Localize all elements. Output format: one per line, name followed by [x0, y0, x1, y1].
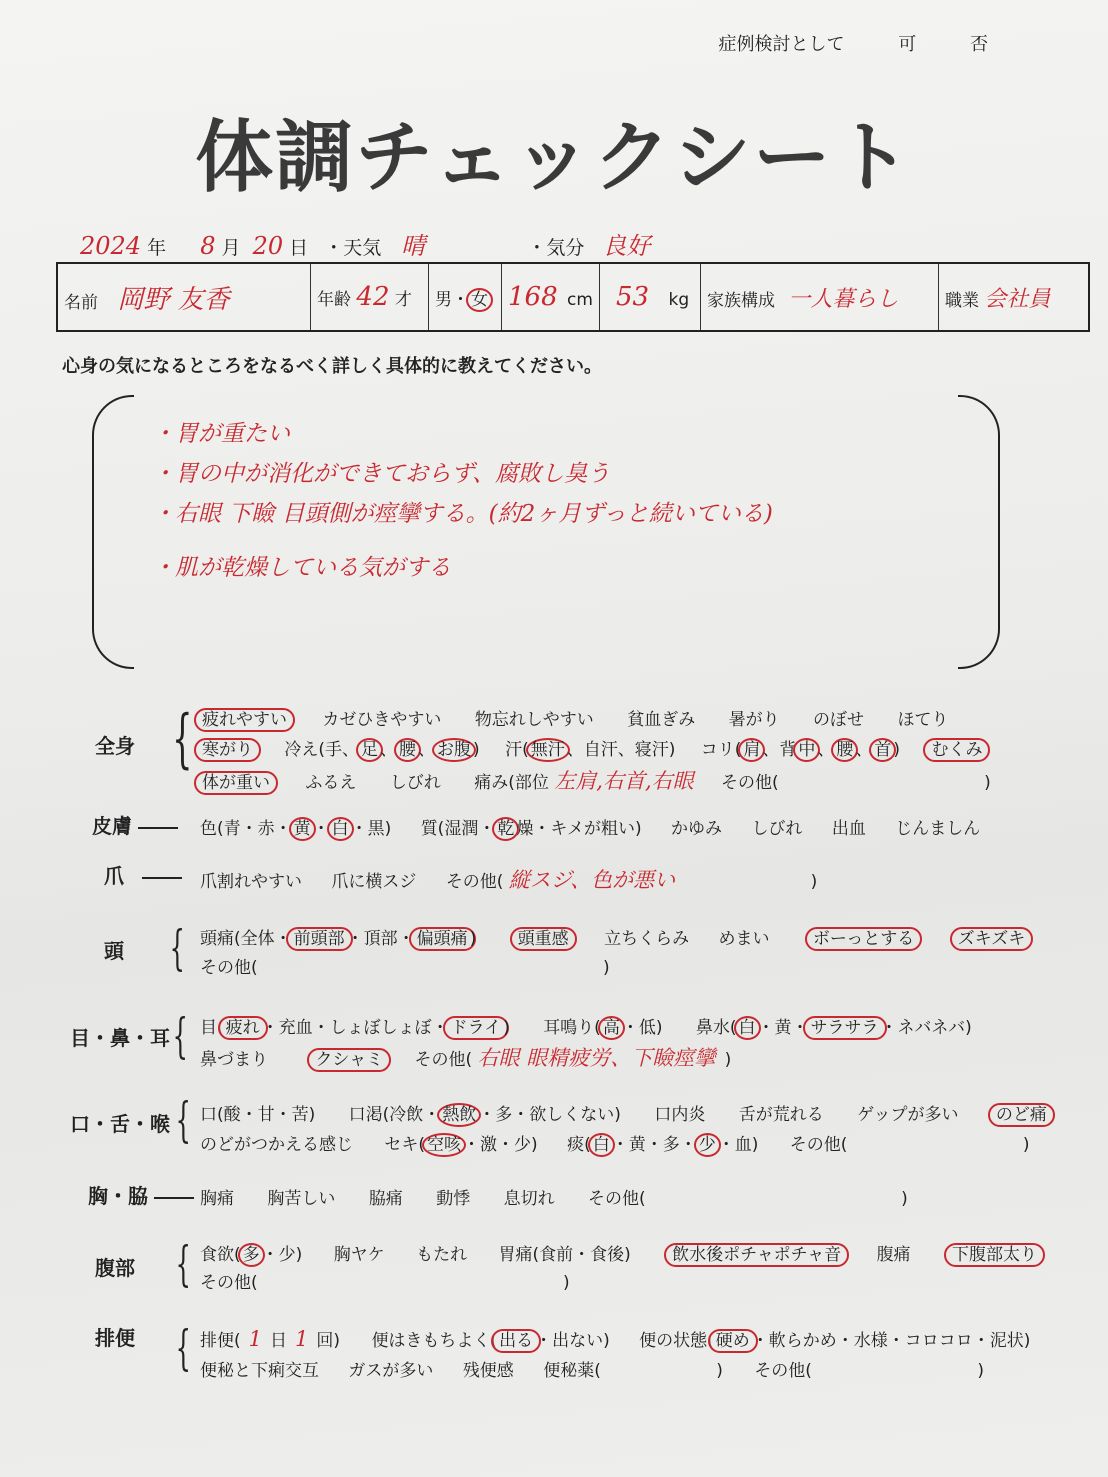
zenshin-line-2 — [200, 735, 984, 760]
age-unit: 才 — [394, 290, 412, 310]
symptom-option[interactable]: のど痛 — [988, 1103, 1055, 1127]
date-line — [80, 226, 650, 261]
text: ) — [469, 929, 477, 949]
brace: { — [169, 920, 185, 976]
family-value[interactable]: 一人暮らし — [788, 286, 899, 312]
text: その他( — [721, 773, 779, 793]
job-label: 職業 — [944, 290, 979, 311]
symptom-option[interactable]: 高 — [598, 1016, 625, 1040]
family-label: 家族構成 — [706, 290, 775, 311]
symptom-option[interactable]: 首 — [869, 738, 896, 762]
category-hifu-label — [92, 810, 184, 839]
zenshin-line-1 — [200, 705, 948, 730]
text: 痛み(部位 — [474, 773, 549, 793]
symptom-option[interactable]: ズキズキ — [950, 927, 1034, 951]
text: ・血) — [717, 1135, 759, 1155]
symptom-option[interactable]: ドライ — [443, 1016, 510, 1040]
sex-dot: ・ — [452, 289, 469, 310]
symptom-option[interactable]: もたれ — [416, 1245, 468, 1265]
symptom-option[interactable]: 白 — [327, 817, 354, 841]
symptom-option[interactable]: 下腹部太り — [944, 1243, 1045, 1267]
symptom-option[interactable]: 爪に横スジ — [331, 872, 417, 892]
dash — [154, 1197, 194, 1199]
symptom-option[interactable]: 胸ヤケ — [333, 1245, 385, 1265]
text: 色(青・赤・ — [200, 819, 292, 839]
kuchi-line-2 — [200, 1130, 1029, 1155]
text: 便秘薬( — [543, 1361, 601, 1381]
text: 質(湿潤・ — [420, 819, 496, 839]
year-label: 年 — [147, 237, 167, 259]
category-haiben-label: 排便 — [95, 1326, 135, 1350]
text: 鼻水( — [695, 1018, 737, 1038]
weather-label: ・天気 — [324, 237, 382, 259]
symptom-option[interactable]: 寒がり — [194, 738, 261, 762]
text: 目( — [200, 1018, 224, 1038]
text: 口渇(冷飲・ — [348, 1105, 441, 1125]
symptom-option[interactable]: 便秘と下痢交互 — [200, 1361, 319, 1381]
left-bracket — [92, 395, 134, 669]
symptom-option[interactable]: 口内炎 — [654, 1105, 706, 1125]
job-value[interactable]: 会社員 — [984, 286, 1051, 312]
text: 食欲( — [200, 1245, 241, 1265]
consult-line — [719, 30, 988, 56]
symptom-option[interactable]: 暑がり — [728, 710, 780, 730]
free-text-line: ・肌が乾燥している気がする — [152, 555, 451, 581]
symptom-option[interactable]: 足 — [356, 738, 383, 762]
mune-line — [200, 1184, 908, 1209]
text: ・激・少) — [463, 1135, 538, 1155]
weight-unit: kg — [668, 290, 690, 310]
mood-label: ・気分 — [527, 237, 585, 259]
symptom-option[interactable]: 無汗 — [526, 738, 570, 762]
symptom-option[interactable]: ゲップが多い — [857, 1105, 959, 1125]
symptom-option[interactable]: しびれ — [389, 773, 441, 793]
symptom-option[interactable]: 硬め — [708, 1329, 758, 1353]
symptom-option[interactable]: 出る — [491, 1329, 541, 1353]
text: 、自汗、寝汗) — [566, 740, 676, 760]
symptom-option[interactable]: 腹痛 — [876, 1245, 911, 1265]
weather-value[interactable]: 晴 — [401, 232, 426, 260]
text: 便の状態( — [639, 1331, 714, 1351]
text: その他( — [414, 1050, 473, 1070]
symptom-option[interactable]: カゼひきやすい — [322, 710, 442, 730]
mood-value[interactable]: 良好 — [602, 232, 651, 260]
symptom-option[interactable]: 肩 — [738, 738, 765, 762]
symptom-option[interactable]: 空咳 — [422, 1133, 466, 1157]
symptom-option[interactable]: 残便感 — [462, 1361, 514, 1381]
brace: { — [175, 1236, 191, 1292]
category-zenshin-label: 全身 — [95, 734, 135, 758]
symptom-option[interactable]: ガスが多い — [348, 1361, 434, 1381]
symptom-option[interactable]: 疲れ — [218, 1016, 268, 1040]
text: 回) — [316, 1331, 341, 1351]
text: 便はきもちよく( — [371, 1331, 498, 1351]
month-value[interactable]: 8 — [200, 232, 216, 260]
symptom-option[interactable]: 偏頭痛 — [409, 927, 476, 951]
text: 燥・キメが粗い) — [516, 819, 642, 839]
symptom-option[interactable]: 腰 — [394, 738, 421, 762]
fukubu-line-1 — [200, 1240, 1039, 1265]
eye-nose-ear-other-value[interactable]: 右眼 眼精疲労、下瞼痙攣 — [477, 1046, 716, 1070]
text: ) — [563, 1273, 570, 1293]
text: ・低) — [621, 1018, 663, 1038]
haiben-line-2 — [200, 1356, 984, 1381]
symptom-option[interactable]: 中 — [793, 738, 820, 762]
text: 、 — [855, 740, 873, 760]
text: ・頂部・ — [346, 929, 415, 949]
fukubu-line-2 — [200, 1268, 570, 1293]
symptom-option[interactable]: 胃痛(食前・食後) — [498, 1245, 631, 1265]
age-label: 年齢 — [317, 290, 351, 310]
symptom-option[interactable]: 口(酸・甘・苦) — [200, 1105, 316, 1125]
text: 、 — [418, 740, 436, 760]
month-label: 月 — [221, 237, 241, 259]
symptom-option[interactable]: お腹 — [432, 738, 476, 762]
text: 頭痛(全体・ — [200, 929, 292, 949]
brace: { — [175, 1092, 191, 1148]
symptom-option[interactable]: 息切れ — [503, 1189, 555, 1209]
mehanamimi-line-1 — [200, 1013, 972, 1038]
symptom-option[interactable]: のぼせ — [813, 710, 865, 730]
symptom-option[interactable]: しびれ — [751, 819, 803, 839]
text: 耳鳴り( — [543, 1018, 601, 1038]
dash — [142, 877, 182, 879]
category-mehanamimi-label: 目・鼻・耳 — [70, 1026, 170, 1050]
age-value[interactable]: 42 — [356, 282, 390, 312]
text: ) — [810, 872, 818, 892]
text: 、 — [380, 740, 398, 760]
name-value[interactable]: 岡野 友香 — [117, 284, 230, 315]
category-label-text: 胸・脇 — [88, 1184, 148, 1208]
free-text-prompt: 心身の気になるところをなるべく詳しく具体的に教えてください。 — [62, 356, 602, 377]
symptom-option[interactable]: サラサラ — [803, 1016, 887, 1040]
text: ・少) — [261, 1245, 303, 1265]
symptom-option[interactable]: 黄 — [289, 817, 316, 841]
symptom-option[interactable]: 鼻づまり — [200, 1050, 268, 1070]
symptom-option[interactable]: 白 — [734, 1016, 761, 1040]
symptom-option[interactable]: 胸苦しい — [267, 1189, 336, 1209]
text: その他( — [789, 1135, 848, 1155]
text: その他( — [588, 1189, 646, 1209]
zenshin-line-3 — [200, 765, 991, 795]
free-text-box[interactable] — [92, 395, 1000, 667]
consult-label: 症例検討として — [718, 34, 845, 55]
page-title: 体調チェックシート — [195, 113, 913, 203]
day-label: 日 — [289, 237, 309, 259]
symptom-option[interactable]: じんましん — [895, 819, 981, 839]
text: ) — [503, 1018, 510, 1038]
name-label: 名前 — [64, 292, 98, 313]
year-value[interactable]: 2024 — [80, 232, 142, 260]
category-tsume-label — [104, 860, 188, 889]
text: ) — [716, 1361, 723, 1381]
text: ・黒) — [350, 819, 392, 839]
haiben-line-1 — [200, 1326, 1030, 1351]
text: セキ( — [384, 1135, 426, 1155]
symptom-option[interactable]: 前頭部 — [286, 927, 353, 951]
category-kuchi-label: 口・舌・喉 — [70, 1112, 170, 1136]
text: ・出ない) — [535, 1331, 610, 1351]
symptom-option[interactable]: 少 — [694, 1133, 721, 1157]
category-atama-label: 頭 — [104, 939, 124, 963]
text: ・ — [312, 819, 330, 839]
hifu-line — [200, 814, 980, 839]
brace: { — [175, 1320, 191, 1376]
atama-line-2 — [200, 953, 610, 978]
sex-male[interactable]: 男 — [435, 289, 452, 310]
symptom-option[interactable]: ほてり — [897, 710, 949, 730]
symptom-option[interactable]: 疲れやすい — [194, 708, 295, 732]
text: ) — [984, 773, 991, 793]
symptom-option[interactable]: 熱飲 — [437, 1103, 481, 1127]
atama-line-1 — [200, 924, 1027, 949]
symptom-option[interactable]: 多 — [238, 1243, 265, 1267]
tsume-line — [200, 864, 817, 894]
text: 冷え(手、 — [284, 740, 360, 760]
symptom-option[interactable]: 舌が荒れる — [738, 1105, 824, 1125]
free-text-line: ・胃が重たい — [152, 421, 290, 447]
free-text-line: ・右眼 下瞼 目頭側が痙攣する。(約2ヶ月ずっと続いている) — [152, 501, 773, 527]
symptom-option[interactable]: 貧血ぎみ — [627, 710, 696, 730]
text: 、 — [817, 740, 835, 760]
symptom-option[interactable]: 胸痛 — [200, 1189, 234, 1209]
text: ) — [977, 1361, 984, 1381]
free-text-line: ・胃の中が消化ができておらず、腐敗し臭う — [152, 461, 611, 487]
text: ) — [901, 1189, 908, 1209]
symptom-option[interactable]: 乾 — [492, 817, 519, 841]
symptom-option[interactable]: 腰 — [831, 738, 858, 762]
symptom-option[interactable]: 飲水後ポチャポチャ音 — [664, 1243, 849, 1267]
symptom-option[interactable]: めまい — [718, 929, 770, 949]
symptom-option[interactable]: むくみ — [923, 738, 990, 762]
day-value[interactable]: 20 — [252, 232, 284, 260]
text: ・軟らかめ・水様・コロコロ・泥状) — [751, 1331, 1031, 1351]
symptom-option[interactable]: ふるえ — [305, 773, 357, 793]
mehanamimi-line-2 — [200, 1042, 731, 1072]
brace: { — [172, 1008, 188, 1064]
text: ・黄・多・ — [611, 1135, 697, 1155]
bowel-days-value[interactable]: 1 — [248, 1327, 263, 1351]
text: ・充血・しょぼしょぼ・ — [261, 1018, 449, 1038]
text: ・多・欲しくない) — [478, 1105, 621, 1125]
kuchi-line-1 — [200, 1100, 1049, 1125]
text: その他( — [200, 1273, 258, 1293]
consult-no[interactable]: 否 — [970, 34, 988, 55]
text: ) — [603, 958, 610, 978]
text: ) — [724, 1050, 732, 1070]
dash — [138, 827, 178, 829]
info-table — [56, 262, 1090, 332]
text: その他( — [200, 958, 258, 978]
weight-value[interactable]: 53 — [615, 282, 650, 312]
text: 痰( — [567, 1135, 591, 1155]
brace: { — [172, 702, 193, 776]
symptom-option[interactable]: 立ちくらみ — [604, 929, 690, 949]
symptom-option[interactable]: のどがつかえる感じ — [200, 1135, 353, 1155]
text: 排便( — [200, 1331, 241, 1351]
text: その他( — [754, 1361, 812, 1381]
text: 、背 — [762, 740, 797, 760]
symptom-option[interactable]: 脇痛 — [368, 1189, 403, 1209]
symptom-option[interactable]: かゆみ — [671, 819, 723, 839]
right-bracket — [958, 395, 1000, 669]
nail-other-value[interactable]: 縦スジ、色が悪い — [508, 868, 676, 892]
symptom-option[interactable]: 頭重感 — [510, 927, 577, 951]
text: ・黄・ — [757, 1018, 809, 1038]
height-value[interactable]: 168 — [508, 282, 558, 312]
bowel-times-value[interactable]: 1 — [295, 1327, 309, 1351]
consult-yes[interactable]: 可 — [898, 34, 917, 55]
symptom-option[interactable]: ボーっとする — [805, 927, 922, 951]
text: コリ( — [700, 740, 742, 760]
text: ) — [1022, 1135, 1030, 1155]
text: ) — [473, 740, 480, 760]
category-mune-label — [88, 1180, 200, 1209]
text: ・ネバネバ) — [880, 1018, 972, 1038]
symptom-option[interactable]: 出血 — [831, 819, 866, 839]
category-label-text: 皮膚 — [92, 814, 132, 838]
category-fukubu-label: 腹部 — [95, 1256, 135, 1280]
symptom-option[interactable]: クシャミ — [307, 1048, 391, 1072]
text: 汗( — [505, 740, 529, 760]
symptom-option[interactable]: 体が重い — [194, 771, 278, 795]
pain-location-value[interactable]: 左肩,右首,右眼 — [554, 769, 694, 793]
symptom-option[interactable]: 爪割れやすい — [200, 872, 302, 892]
category-label-text: 爪 — [104, 864, 124, 888]
text: ) — [893, 740, 901, 760]
height-unit: cm — [567, 290, 593, 310]
symptom-option[interactable]: 白 — [588, 1133, 615, 1157]
symptom-option[interactable]: 物忘れしやすい — [474, 710, 594, 730]
text: その他( — [445, 872, 504, 892]
text: 日 — [270, 1331, 288, 1351]
symptom-option[interactable]: 動悸 — [436, 1189, 471, 1209]
sex-female[interactable]: 女 — [466, 288, 493, 312]
